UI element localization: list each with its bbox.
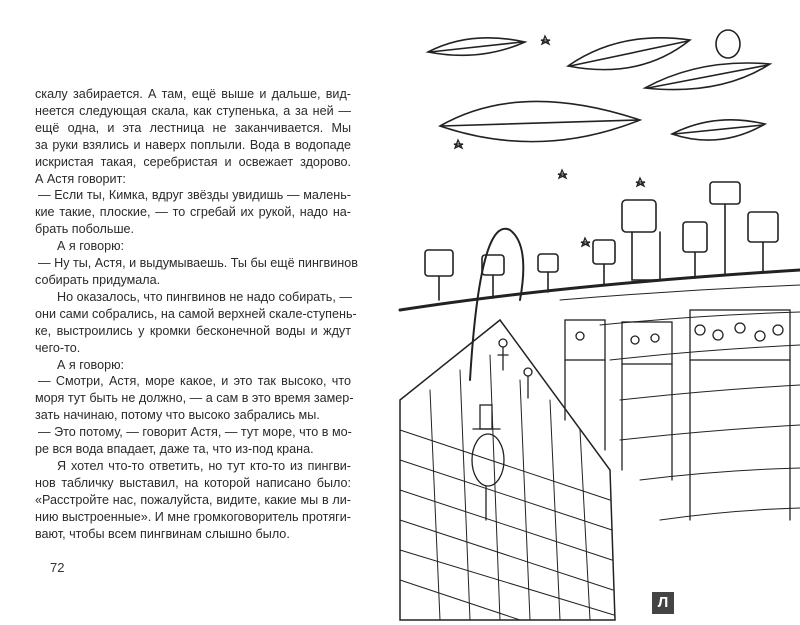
body-text xyxy=(35,86,358,542)
penguin-platforms xyxy=(565,310,790,520)
text-line: — Ну ты, Астя, и выдумываешь. Ты бы ещё пингвинов xyxy=(38,256,358,271)
text-line: «Расстройте нас, пожалуйста, видите, какие мы в ли- xyxy=(35,492,351,507)
text-line: Но оказалось, что пингвинов не надо собирать, — xyxy=(57,289,352,304)
text-line: они сами собрались, на самой верхней скале-ступень- xyxy=(35,306,357,321)
text-line: А Астя говорит: xyxy=(35,171,126,186)
text-line: скалу забирается. А там, ещё выше и дальше, вид- xyxy=(35,87,351,101)
text-line: нов табличку выставил, на которой написано было: xyxy=(35,475,351,490)
text-line: кие такие, плоские, — то сгребай их рукой, надо на- xyxy=(35,205,351,220)
text-line: чего-то. xyxy=(35,340,81,355)
text-line: за руки взялись и наверх поплыли. Вода в водопаде xyxy=(35,137,351,152)
text-line: вают, чтобы всем пингвинам слышно было. xyxy=(35,526,290,541)
text-line: зать начинаю, потому что высоко забрались мы. xyxy=(35,408,320,423)
moon xyxy=(716,30,740,58)
horizon xyxy=(400,270,800,310)
text-line: ке, выстроились у кромки бесконечной воды и ждут xyxy=(35,323,351,338)
text-line: собирать придумала. xyxy=(35,272,161,287)
text-line: — Смотри, Астя, море какое, и это так высоко, что xyxy=(38,374,351,389)
illustration xyxy=(395,0,800,625)
text-line: — Это потому, — говорит Астя, — тут море, что в мо- xyxy=(38,425,352,440)
publisher-logo: Л xyxy=(652,592,674,614)
text-line: ещё одна, и эта лестница не заканчивается. Мы xyxy=(35,120,351,135)
tv-signs xyxy=(425,182,778,300)
text-line: неется следующая скала, как ступенька, а за ней — xyxy=(35,103,351,118)
text-line: ре вся вода впадает, даже та, что из-под крана. xyxy=(35,442,314,457)
text-line: моря тут быть не должно, — а сам в это время замер- xyxy=(35,391,354,406)
waterfall-arch xyxy=(470,229,523,380)
text-line: — Если ты, Кимка, вдруг звёзды увидишь — малень- xyxy=(38,188,351,203)
text-line: А я говорю: xyxy=(57,357,125,372)
text-line: искристая такая, серебристая и освежает здорово. xyxy=(35,154,351,169)
tower xyxy=(400,320,615,620)
text-line: Я хотел что-то ответить, но тут кто-то из пингви- xyxy=(57,458,351,473)
text-line: А я говорю: xyxy=(57,239,125,254)
text-line: нию выстроенные». И мне громкоговоритель протяги- xyxy=(35,509,351,524)
figures xyxy=(472,339,532,520)
text-line: брать побольше. xyxy=(35,222,135,237)
page-number: 72 xyxy=(50,560,65,575)
